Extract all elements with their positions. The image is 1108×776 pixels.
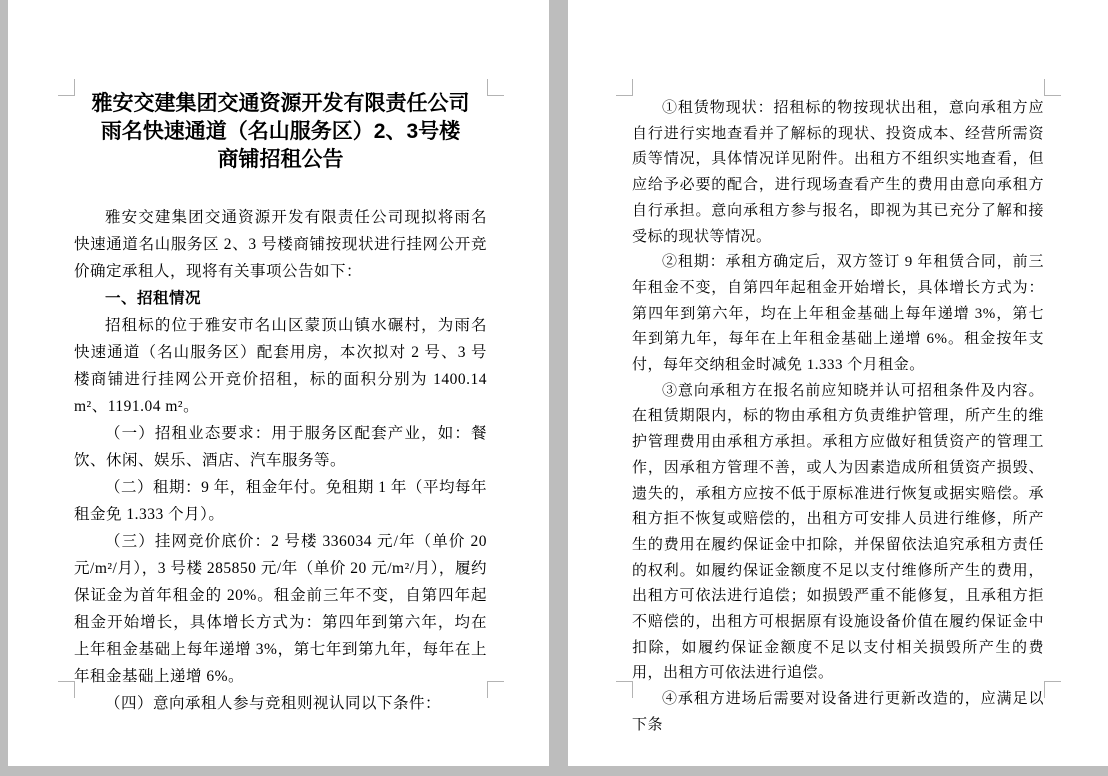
page-2-paragraphs bbox=[632, 96, 1044, 739]
paragraph: ①租赁物现状：招租标的物按现状出租，意向承租方应自行进行实地查看并了解标的现状、投资成本、经营所需资质等情况，具体情况详见附件。出租方不组织实地查看，但应给予必要的配合，进行现场查看产生的费用由意向承租方自行承担。意向承租方参与报名，即视为其已充分了解和接受标的现状等情况。 bbox=[632, 100, 1044, 245]
paragraph: （三）挂网竞价底价：2 号楼 336034 元/年（单价 20 元/m²/月），3 号楼 285850 元/年（单价 20 元/m²/月），履约保证金为首年租金的 20%。租金前三年不变，自第四年起租金开始增长，具体增长方式为：第四年到第六年，均在上年租金基础上每年递增 3%，第七年到第九年，每年在上年租金基础上递增 6%。 bbox=[74, 533, 487, 685]
paragraph: 招租标的位于雅安市名山区蒙顶山镇水碾村，为雨名快速通道（名山服务区）配套用房，本次拟对 2 号、3 号楼商铺进行挂网公开竞价招租，标的面积分别为 1400.14 m²、1191.04 m²。 bbox=[74, 317, 487, 415]
paragraph: 雅安交建集团交通资源开发有限责任公司现拟将雨名快速通道名山服务区 2、3 号楼商铺按现状进行挂网公开竞价确定承租人，现将有关事项公告如下： bbox=[74, 209, 487, 280]
document-title-line: 雅安交建集团交通资源开发有限责任公司 bbox=[91, 92, 470, 115]
margin-mark-bottom-right-icon bbox=[487, 681, 504, 698]
page-2-text-area bbox=[632, 96, 1044, 739]
paragraph: ④承租方进场后需要对设备进行更新改造的，应满足以下条 bbox=[632, 691, 1044, 733]
document-title bbox=[74, 90, 487, 174]
margin-mark-top-right-icon bbox=[487, 79, 504, 96]
paragraph: （一）招租业态要求：用于服务区配套产业，如：餐饮、休闲、娱乐、酒店、汽车服务等。 bbox=[74, 425, 487, 469]
section-heading: 一、招租情况 bbox=[105, 290, 202, 307]
paragraph: ②租期：承租方确定后，双方签订 9 年租赁合同，前三年租金不变，自第四年起租金开始增长，具体增长方式为：第四年到第六年，均在上年租金基础上每年递增 3%，第七年到第九年，每年在上年租金基础上递增 6%。租金按年支付，每年交纳租金时减免 1.333 个月租金。 bbox=[632, 254, 1044, 374]
margin-mark-bottom-left-icon bbox=[58, 681, 75, 698]
margin-mark-top-right-icon bbox=[1044, 79, 1061, 96]
page-2 bbox=[568, 0, 1108, 766]
margin-mark-bottom-left-icon bbox=[616, 681, 633, 698]
margin-mark-top-left-icon bbox=[616, 79, 633, 96]
margin-mark-bottom-right-icon bbox=[1044, 681, 1061, 698]
paragraph: （二）租期：9 年，租金年付。免租期 1 年（平均每年租金免 1.333 个月）。 bbox=[74, 479, 487, 523]
paragraph: ③意向承租方在报名前应知晓并认可招租条件及内容。在租赁期限内，标的物由承租方负责维护管理，所产生的维护管理费用由承租方承担。承租方应做好租赁资产的管理工作，因承租方管理不善，或人为因素造成所租赁资产损毁、遗失的，承租方应按不低于原标准进行恢复或据实赔偿。承租方拒不恢复或赔偿的，出租方可安排人员进行维修，所产生的费用在履约保证金中扣除，并保留依法追究承租方责任的权利。如履约保证金额度不足以支付维修所产生的费用，出租方可依法进行追偿；如损毁严重不能修复，且承租方拒不赔偿的，出租方可根据原有设施设备价值在履约保证金中扣除，如履约保证金额度不足以支付相关损毁所产生的费用，出租方可依法进行追偿。 bbox=[632, 382, 1044, 682]
document-title-line: 雨名快速通道（名山服务区）2、3号楼 bbox=[100, 120, 461, 143]
page-1-paragraphs bbox=[74, 204, 487, 717]
margin-mark-top-left-icon bbox=[58, 79, 75, 96]
page-1 bbox=[8, 0, 549, 766]
page-1-text-area bbox=[74, 90, 487, 717]
paragraph: （四）意向承租人参与竞租则视认同以下条件： bbox=[105, 695, 442, 712]
document-title-line: 商铺招租公告 bbox=[217, 148, 344, 171]
